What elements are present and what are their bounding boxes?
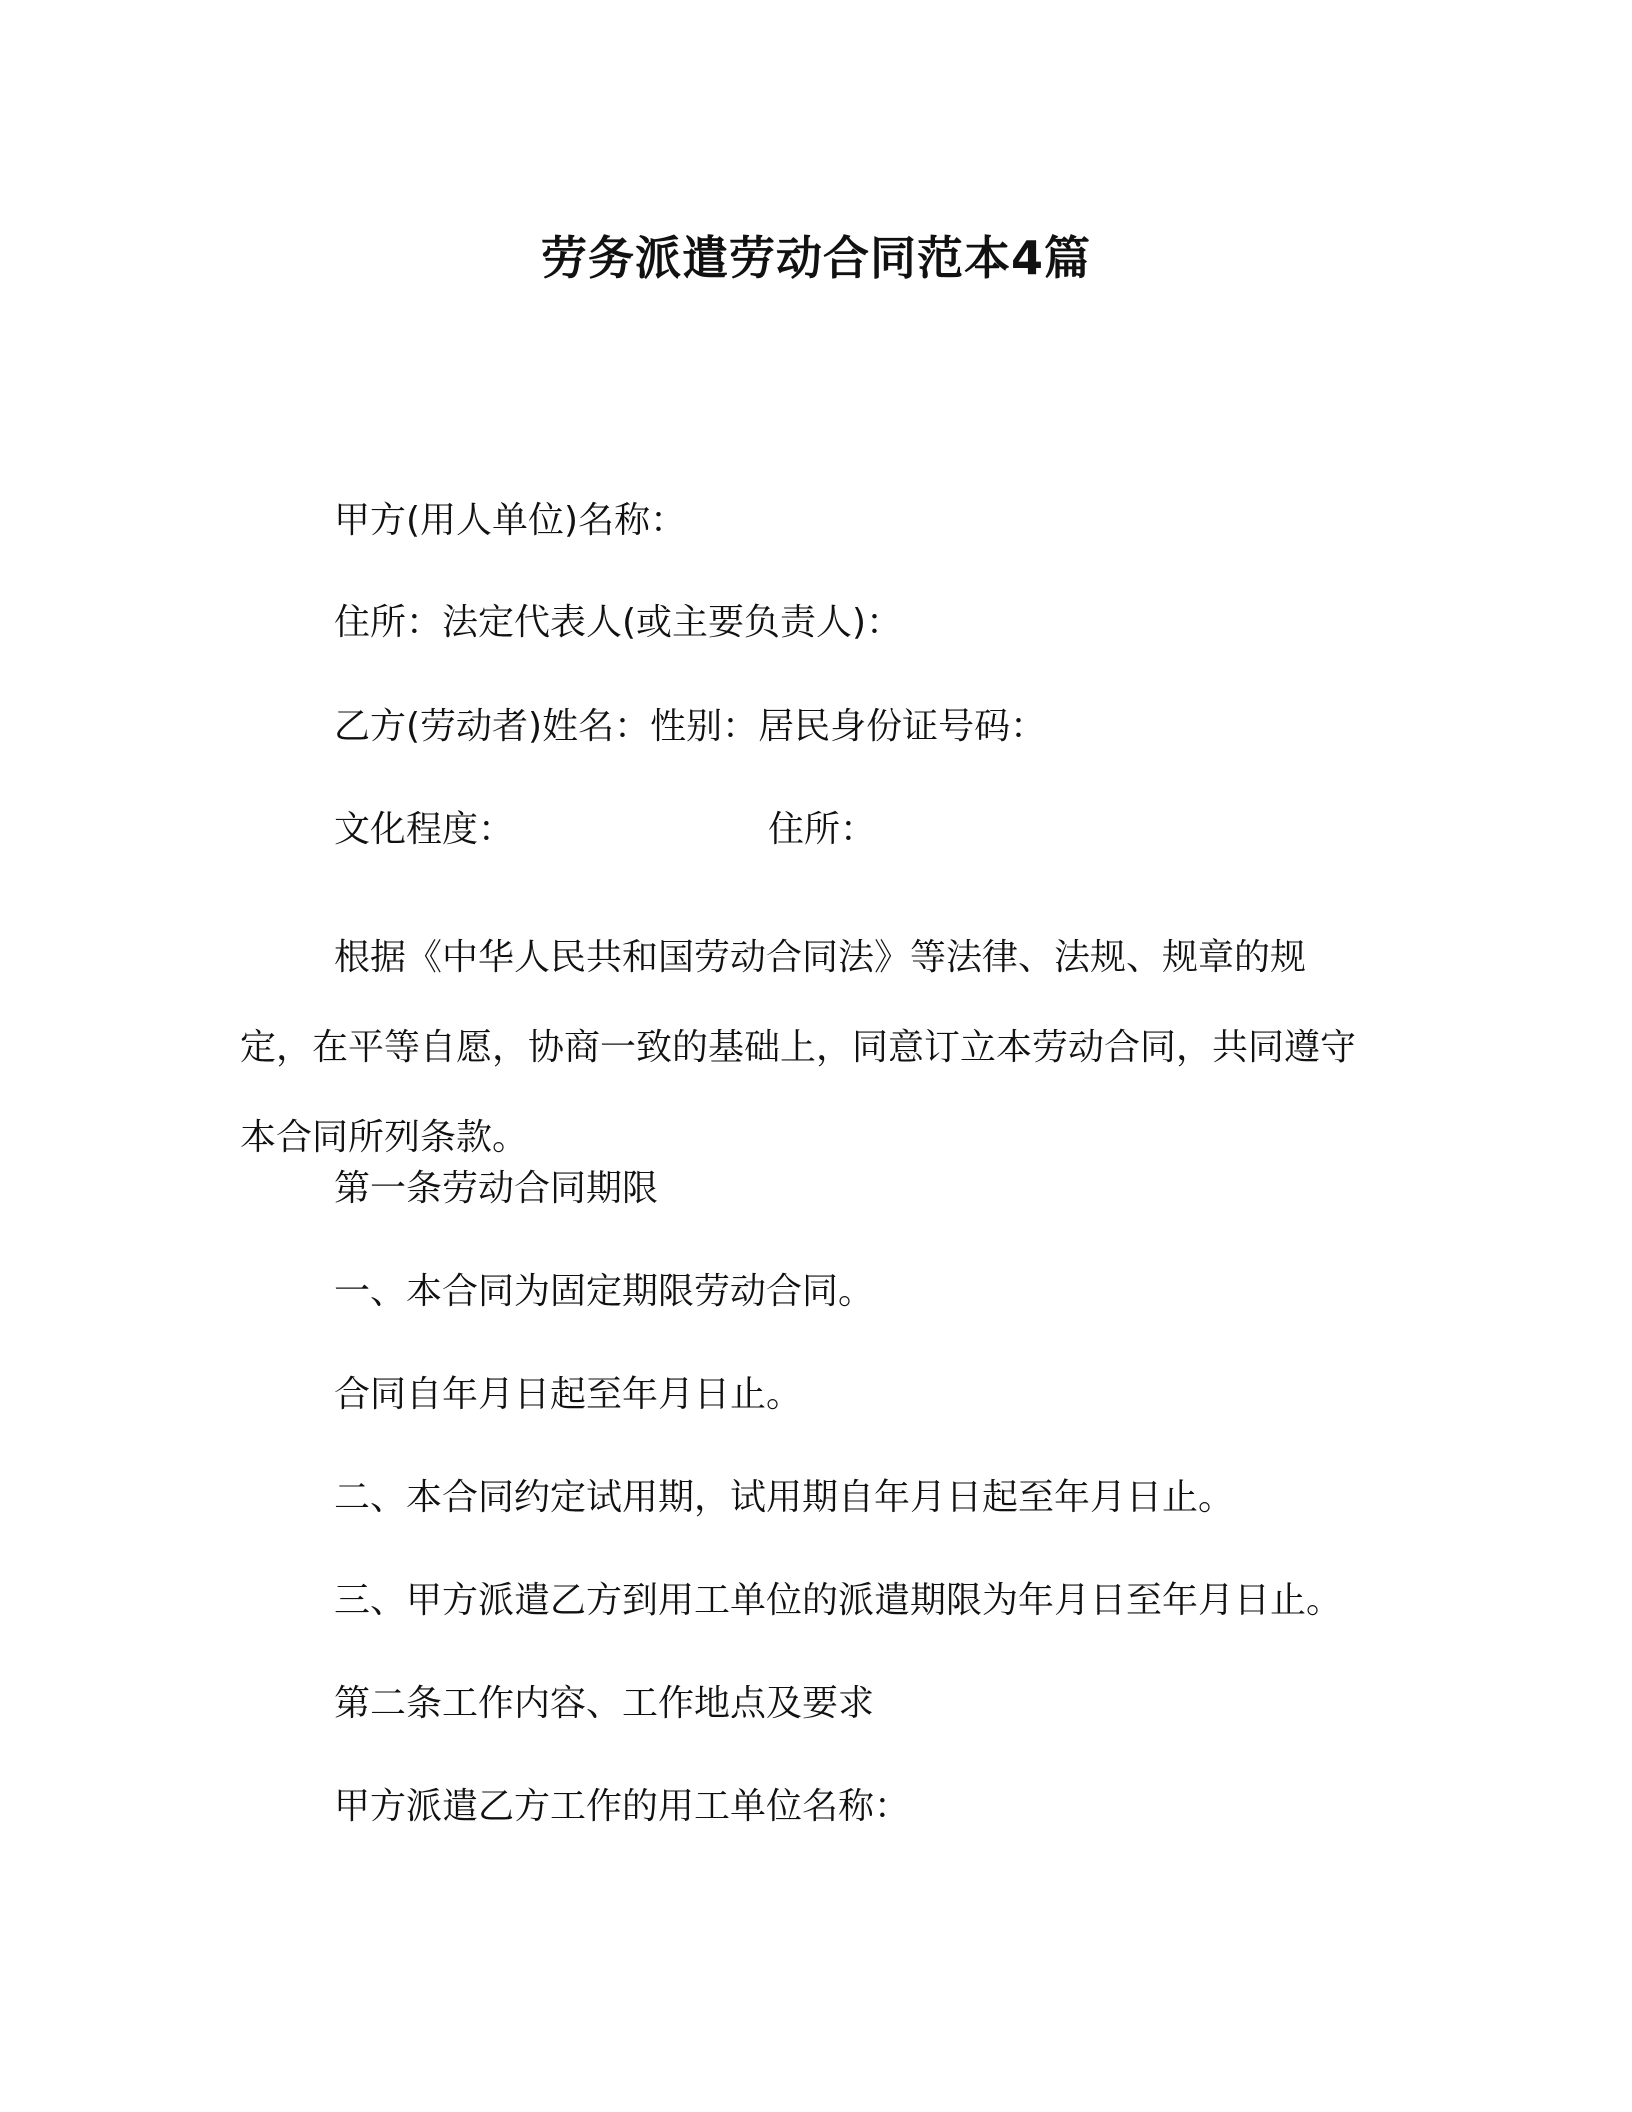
article1-item1: 一、本合同为固定期限劳动合同。: [334, 1271, 875, 1312]
address-label: 住所：: [768, 809, 877, 850]
article1-heading: 第一条劳动合同期限: [334, 1168, 659, 1209]
party-a-name-line: 甲方(用人单位)名称：: [334, 500, 687, 541]
document-title: 劳务派遣劳动合同范本4篇: [540, 231, 1091, 285]
article2-heading: 第二条工作内容、工作地点及要求: [334, 1683, 875, 1724]
article2-item1: 甲方派遣乙方工作的用工单位名称：: [334, 1786, 911, 1827]
preamble-paragraph: 根据《中华人民共和国劳动合同法》等法律、法规、规章的规定，在平等自愿，协商一致的基础上，同意订立本劳动合同，共同遵守本合同所列条款。: [240, 937, 1357, 1158]
party-b-info-line: 乙方(劳动者)姓名：性别：居民身份证号码：: [334, 706, 1047, 747]
article1-item3: 三、甲方派遣乙方到用工单位的派遣期限为年月日至年月日止。: [334, 1580, 1343, 1621]
article1-item1-term: 合同自年月日起至年月日止。: [334, 1374, 803, 1415]
article1-item2: 二、本合同约定试用期，试用期自年月日起至年月日止。: [334, 1477, 1235, 1518]
education-address-line: [334, 806, 876, 854]
address-representative-line: 住所：法定代表人(或主要负责人)：: [334, 602, 903, 643]
education-label: 文化程度：: [334, 809, 515, 850]
